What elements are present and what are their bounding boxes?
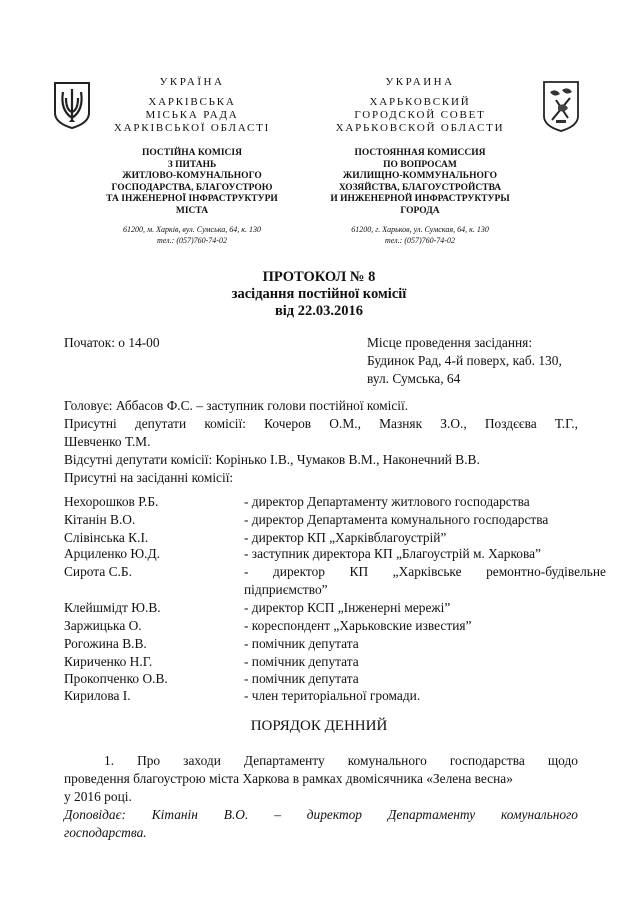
- header-ru-council-3: ХАРЬКОВСКОЙ ОБЛАСТИ: [335, 122, 505, 134]
- present-deputies-line: Присутні депутати комісії: Кочеров О.М., Мазняк З.О., Поздєєва Т.Г.,: [64, 416, 578, 431]
- present-deputies-line-2: Шевченко Т.М.: [64, 434, 151, 449]
- kharkiv-coat-of-arms-icon: [542, 80, 580, 132]
- header-ru-commission-line: ХОЗЯЙСТВА, БЛАГОУСТРОЙСТВА: [338, 182, 502, 193]
- header-ru-address: 61200, г. Харьков, ул. Сумская, 64, к. 130: [351, 225, 489, 234]
- header-ru-commission-line: ГОРОДА: [400, 205, 440, 216]
- attendee-role: - кореспондент „Харьковские известия”: [244, 618, 472, 633]
- reporter-line-2: господарства.: [64, 825, 147, 840]
- header-ua-council-1: ХАРКІВСЬКА: [148, 96, 236, 108]
- header-ua-address: 61200, м. Харків, вул. Сумська, 64, к. 130: [123, 225, 261, 234]
- attendee-role: - директор КСП „Інженерні мережі”: [244, 600, 451, 615]
- attendee-name: Клейшмідт Ю.В.: [64, 600, 161, 615]
- agenda-heading: ПОРЯДОК ДЕННИЙ: [250, 718, 388, 734]
- header-ru-council-1: ХАРЬКОВСКИЙ: [369, 96, 471, 108]
- header-ua: [102, 76, 282, 135]
- attendee-role: - помічник депутата: [244, 636, 359, 651]
- attendee-role: - директор КП „Харківблагоустрій”: [244, 530, 447, 545]
- header-ru-phone: тел.: (057)760-74-02: [385, 236, 455, 245]
- attendees-heading: Присутні на засіданні комісії:: [64, 470, 234, 485]
- header-ru-council-2: ГОРОДСКОЙ СОВЕТ: [354, 109, 486, 121]
- header-ru-commission-line: ПОСТОЯННАЯ КОМИССИЯ: [354, 148, 486, 158]
- agenda-item-1-line-2: проведення благоустрою міста Харкова в рамках двомісячника «Зелена весна»: [64, 771, 513, 786]
- protocol-number: ПРОТОКОЛ № 8: [262, 269, 376, 285]
- header-ua-commission: [102, 148, 282, 217]
- attendee-name: Кітанін В.О.: [64, 512, 136, 527]
- header-ua-commission-line: ТА ІНЖЕНЕРНОЇ ІНФРАСТРУКТУРИ: [106, 194, 278, 204]
- absent-deputies-line: Відсутні депутати комісії: Корінько І.В., Чумаков В.М., Наконечний В.В.: [64, 452, 480, 467]
- header-ua-commission-line: ГОСПОДАРСТВА, БЛАГОУСТРОЮ: [111, 182, 273, 193]
- venue-street: вул. Сумська, 64: [367, 371, 461, 386]
- attendee-role: - помічник депутата: [244, 654, 359, 669]
- chair-line: Головує: Аббасов Ф.С. – заступник голови постійної комісії.: [64, 398, 409, 413]
- header-ru-country: УКРАИНА: [385, 76, 455, 88]
- venue: [367, 334, 617, 388]
- venue-label: Місце проведення засідання:: [367, 335, 533, 350]
- attendee-role: - директор Департаменту житлового господарства: [244, 494, 530, 509]
- header-ua-country: УКРАЇНА: [159, 76, 225, 88]
- attendee-name: Нехорошков Р.Б.: [64, 494, 159, 509]
- attendee-name: Сирота С.Б.: [64, 564, 132, 579]
- attendee-name: Арциленко Ю.Д.: [64, 546, 160, 561]
- header-ru-commission-line: И ИНЖЕНЕРНОЙ ИНФРАСТРУКТУРЫ: [330, 194, 510, 204]
- attendee-role: - заступник директора КП „Благоустрій м. Харкова”: [244, 546, 541, 561]
- ukraine-coat-of-arms-icon: [52, 80, 92, 130]
- attendee-role: - член територіальної громади.: [244, 688, 421, 703]
- attendee-name: Слівінська К.І.: [64, 530, 149, 545]
- agenda-item-1-line-1: 1. Про заходи Департаменту комунального господарства щодо: [104, 753, 578, 768]
- attendee-role: - директор КП „Харківське ремонтно-будівельне: [244, 564, 606, 579]
- header-ua-commission-line: З ПИТАНЬ: [167, 159, 217, 170]
- header-ua-council-3: ХАРКІВСЬКОЇ ОБЛАСТІ: [113, 122, 271, 134]
- header-ua-commission-line: МІСТА: [175, 205, 209, 216]
- header-ru-commission-line: ЖИЛИЩНО-КОММУНАЛЬНОГО: [342, 171, 498, 181]
- header-ru-commission-line: ПО ВОПРОСАМ: [383, 159, 457, 170]
- agenda-item-1-line-3: у 2016 році.: [64, 789, 132, 804]
- attendee-role: - директор Департамента комунального господарства: [244, 512, 549, 527]
- protocol-subtitle: засідання постійної комісії: [231, 286, 407, 302]
- attendee-role: - помічник депутата: [244, 671, 359, 686]
- attendee-name: Кириченко Н.Г.: [64, 654, 153, 669]
- reporter-line: Доповідає: Кітанін В.О. – директор Департаменту комунального: [64, 807, 578, 822]
- header-ua-phone: тел.: (057)760-74-02: [157, 236, 227, 245]
- attendee-name: Прокопченко О.В.: [64, 671, 168, 686]
- header-ua-contacts: [102, 224, 282, 246]
- attendee-name: Кирилова І.: [64, 688, 131, 703]
- attendee-name: Рогожина В.В.: [64, 636, 147, 651]
- venue-building: Будинок Рад, 4-й поверх, каб. 130,: [367, 353, 562, 368]
- attendee-role-continued: підприємство”: [244, 582, 328, 597]
- header-ua-commission-line: ЖИТЛОВО-КОМУНАЛЬНОГО: [122, 171, 262, 181]
- header-ua-commission-line: ПОСТІЙНА КОМІСІЯ: [142, 148, 242, 158]
- header-ru-contacts: [320, 224, 520, 246]
- start-time: Початок: о 14-00: [64, 335, 160, 350]
- document-title: [0, 269, 638, 320]
- protocol-date: від 22.03.2016: [274, 303, 364, 319]
- attendee-name: Заржицька О.: [64, 618, 142, 633]
- header-ua-council-2: МІСЬКА РАДА: [145, 109, 239, 121]
- header-ru: [320, 76, 520, 135]
- header-ru-commission: [320, 148, 520, 217]
